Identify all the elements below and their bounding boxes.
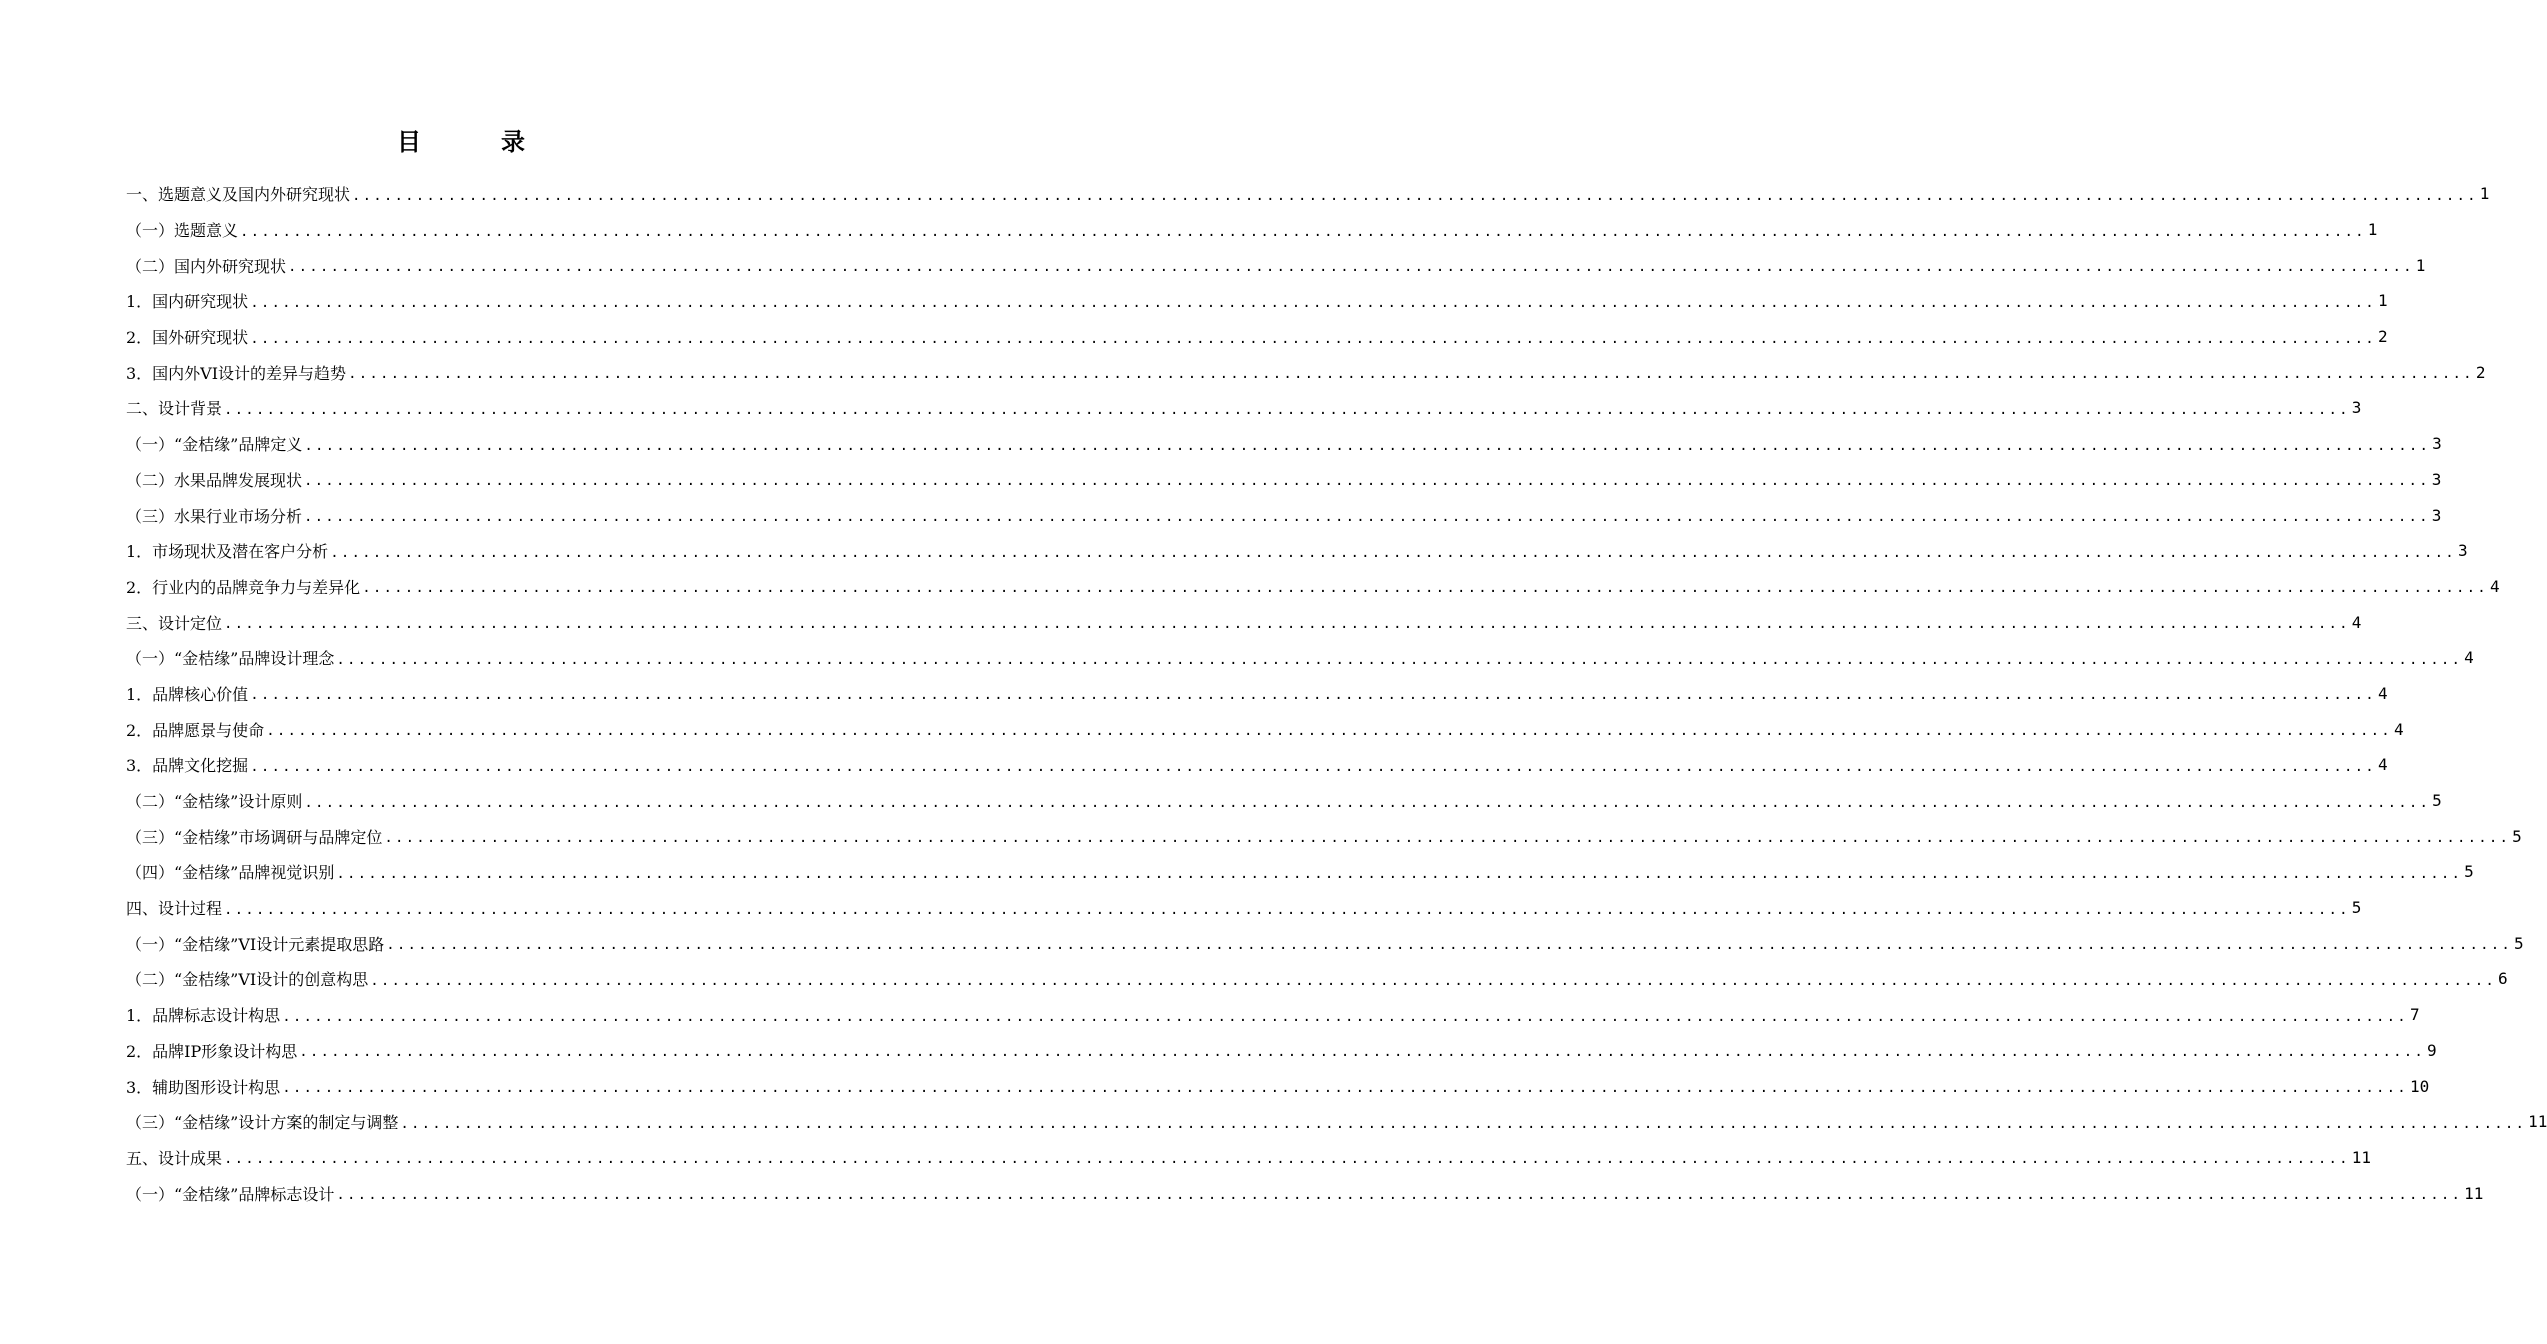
toc-entry-title: （一）“金桔缘”品牌设计理念: [126, 646, 336, 669]
toc-entry-title: 五、设计成果: [126, 1146, 224, 1169]
toc-entry-title: 3．品牌文化挖掘: [126, 753, 250, 776]
toc-entry-page-number: 4: [2377, 683, 2388, 703]
toc-entry-title: 3．辅助图形设计构思: [126, 1075, 282, 1098]
dot-leader: ........................................................................................................................................................................................................: [362, 580, 2488, 597]
toc-entry-title: 1．品牌标志设计构思: [126, 1003, 282, 1026]
dot-leader: ........................................................................................................................................................................................................: [224, 1151, 2350, 1168]
dot-leader: ........................................................................................................................................................................................................: [250, 330, 2376, 347]
toc-entry-page-number: 5: [2464, 862, 2474, 882]
dot-leader: ........................................................................................................................................................................................................: [250, 687, 2376, 704]
toc-entry-title: （二）“金桔缘”VI设计的创意构思: [126, 967, 370, 990]
dot-leader: ........................................................................................................................................................................................................: [282, 1080, 2408, 1097]
toc-entry[interactable]: [126, 961, 2508, 997]
toc-entry[interactable]: [126, 212, 2378, 248]
toc-entry-page-number: 3: [2431, 469, 2442, 489]
toc-entry[interactable]: [126, 925, 2524, 961]
toc-entry[interactable]: [126, 711, 2404, 747]
toc-entry-title: （二）“金桔缘”设计原则: [126, 789, 304, 812]
toc-entry[interactable]: [126, 1033, 2437, 1069]
toc-entry-title: （二）国内外研究现状: [126, 254, 288, 277]
toc-entry-page-number: 1: [2377, 291, 2388, 311]
toc-entry[interactable]: [126, 497, 2442, 533]
dot-leader: ........................................................................................................................................................................................................: [336, 865, 2463, 882]
dot-leader: ........................................................................................................................................................................................................: [336, 651, 2463, 668]
toc-entry-page-number: 11: [2351, 1147, 2372, 1167]
toc-entry[interactable]: [126, 533, 2468, 569]
toc-entry-page-number: 1: [2367, 220, 2378, 240]
toc-entry[interactable]: [126, 569, 2500, 605]
toc-entry-page-number: 10: [2409, 1076, 2430, 1096]
toc-entry-page-number: 3: [2457, 541, 2468, 561]
toc-entry-page-number: 2: [2475, 362, 2486, 382]
dot-leader: ........................................................................................................................................................................................................: [240, 223, 2366, 240]
toc-entry-page-number: 5: [2512, 826, 2522, 846]
toc-entry-title: （一）“金桔缘”品牌定义: [126, 432, 304, 455]
dot-leader: ........................................................................................................................................................................................................: [352, 187, 2478, 204]
toc-entry-title: 2．行业内的品牌竞争力与差异化: [126, 575, 362, 598]
toc-entry[interactable]: [126, 747, 2388, 783]
toc-entry[interactable]: [126, 604, 2362, 640]
toc-entry[interactable]: [126, 783, 2442, 819]
toc-entry-page-number: 9: [2427, 1040, 2437, 1060]
toc-entry[interactable]: [126, 319, 2388, 355]
dot-leader: ........................................................................................................................................................................................................: [330, 544, 2456, 561]
dot-leader: ........................................................................................................................................................................................................: [266, 723, 2392, 740]
dot-leader: ........................................................................................................................................................................................................: [370, 972, 2496, 989]
toc-entry-page-number: 11: [2464, 1183, 2484, 1203]
dot-leader: ........................................................................................................................................................................................................: [386, 937, 2512, 954]
toc-entry-title: 1．国内研究现状: [126, 289, 250, 312]
dot-leader: ........................................................................................................................................................................................................: [348, 366, 2474, 383]
dot-leader: ........................................................................................................................................................................................................: [400, 1115, 2527, 1132]
table-of-contents: [126, 176, 2547, 1211]
toc-entry-title: 1．品牌核心价值: [126, 682, 250, 705]
toc-entry[interactable]: [126, 247, 2426, 283]
toc-entry[interactable]: [126, 176, 2490, 212]
dot-leader: ........................................................................................................................................................................................................: [336, 1187, 2463, 1204]
toc-entry[interactable]: [126, 1140, 2372, 1176]
toc-entry[interactable]: [126, 997, 2420, 1033]
dot-leader: ........................................................................................................................................................................................................: [304, 794, 2431, 811]
toc-entry[interactable]: [126, 1175, 2484, 1211]
toc-entry-page-number: 4: [2351, 612, 2362, 632]
toc-entry-title: （一）“金桔缘”品牌标志设计: [126, 1182, 336, 1205]
toc-entry-title: （二）水果品牌发展现状: [126, 468, 304, 491]
toc-entry-page-number: 2: [2377, 327, 2388, 347]
toc-entry-title: （四）“金桔缘”品牌视觉识别: [126, 860, 336, 883]
toc-entry[interactable]: [126, 354, 2486, 390]
toc-entry-page-number: 11: [2528, 1112, 2547, 1132]
toc-entry-page-number: 6: [2498, 969, 2508, 989]
dot-leader: ........................................................................................................................................................................................................: [304, 473, 2430, 490]
toc-entry[interactable]: [126, 676, 2388, 712]
toc-entry-title: （三）水果行业市场分析: [126, 504, 304, 527]
toc-entry-page-number: 4: [2377, 755, 2388, 775]
toc-entry-title: 2．国外研究现状: [126, 325, 250, 348]
toc-entry-title: 一、选题意义及国内外研究现状: [126, 182, 352, 205]
toc-entry-page-number: 3: [2351, 398, 2362, 418]
toc-entry[interactable]: [126, 854, 2474, 890]
toc-entry-page-number: 4: [2464, 648, 2474, 668]
toc-entry-title: （三）“金桔缘”设计方案的制定与调整: [126, 1110, 400, 1133]
toc-entry[interactable]: [126, 1104, 2547, 1140]
dot-leader: ........................................................................................................................................................................................................: [304, 509, 2430, 526]
toc-entry-page-number: 4: [2393, 719, 2404, 739]
toc-entry[interactable]: [126, 390, 2362, 426]
toc-entry-page-number: 7: [2409, 1005, 2420, 1025]
toc-entry-title: （一）“金桔缘”VI设计元素提取思路: [126, 932, 386, 955]
toc-entry-page-number: 3: [2431, 505, 2442, 525]
toc-entry-page-number: 5: [2351, 898, 2362, 918]
dot-leader: ........................................................................................................................................................................................................: [224, 901, 2350, 918]
toc-entry-page-number: 1: [2415, 255, 2426, 275]
toc-entry[interactable]: [126, 462, 2442, 498]
dot-leader: ........................................................................................................................................................................................................: [304, 437, 2431, 454]
toc-entry[interactable]: [126, 426, 2442, 462]
toc-entry[interactable]: [126, 1068, 2430, 1104]
toc-entry-title: 二、设计背景: [126, 396, 224, 419]
toc-entry-title: 3．国内外VI设计的差异与趋势: [126, 361, 348, 384]
dot-leader: ........................................................................................................................................................................................................: [250, 294, 2376, 311]
toc-entry[interactable]: [126, 818, 2522, 854]
toc-entry-page-number: 5: [2432, 791, 2442, 811]
toc-entry-title: （三）“金桔缘”市场调研与品牌定位: [126, 825, 384, 848]
toc-entry[interactable]: [126, 283, 2388, 319]
toc-entry-page-number: 4: [2489, 576, 2500, 596]
page-title: 目 录: [397, 128, 553, 156]
toc-entry[interactable]: [126, 890, 2362, 926]
toc-entry-title: 2．品牌愿景与使命: [126, 718, 266, 741]
dot-leader: ........................................................................................................................................................................................................: [282, 1008, 2408, 1025]
dot-leader: ........................................................................................................................................................................................................: [299, 1044, 2426, 1061]
dot-leader: ........................................................................................................................................................................................................: [384, 830, 2511, 847]
toc-entry[interactable]: [126, 640, 2474, 676]
dot-leader: ........................................................................................................................................................................................................: [224, 616, 2350, 633]
dot-leader: ........................................................................................................................................................................................................: [250, 758, 2376, 775]
toc-entry-title: 2．品牌IP形象设计构思: [126, 1039, 299, 1062]
toc-entry-page-number: 1: [2479, 184, 2490, 204]
toc-entry-title: （一）选题意义: [126, 218, 240, 241]
dot-leader: ........................................................................................................................................................................................................: [288, 259, 2414, 276]
toc-entry-title: 四、设计过程: [126, 896, 224, 919]
toc-entry-title: 三、设计定位: [126, 611, 224, 634]
toc-entry-page-number: 5: [2514, 933, 2524, 953]
toc-entry-title: 1．市场现状及潜在客户分析: [126, 539, 330, 562]
toc-entry-page-number: 3: [2432, 434, 2442, 454]
dot-leader: ........................................................................................................................................................................................................: [224, 401, 2350, 418]
